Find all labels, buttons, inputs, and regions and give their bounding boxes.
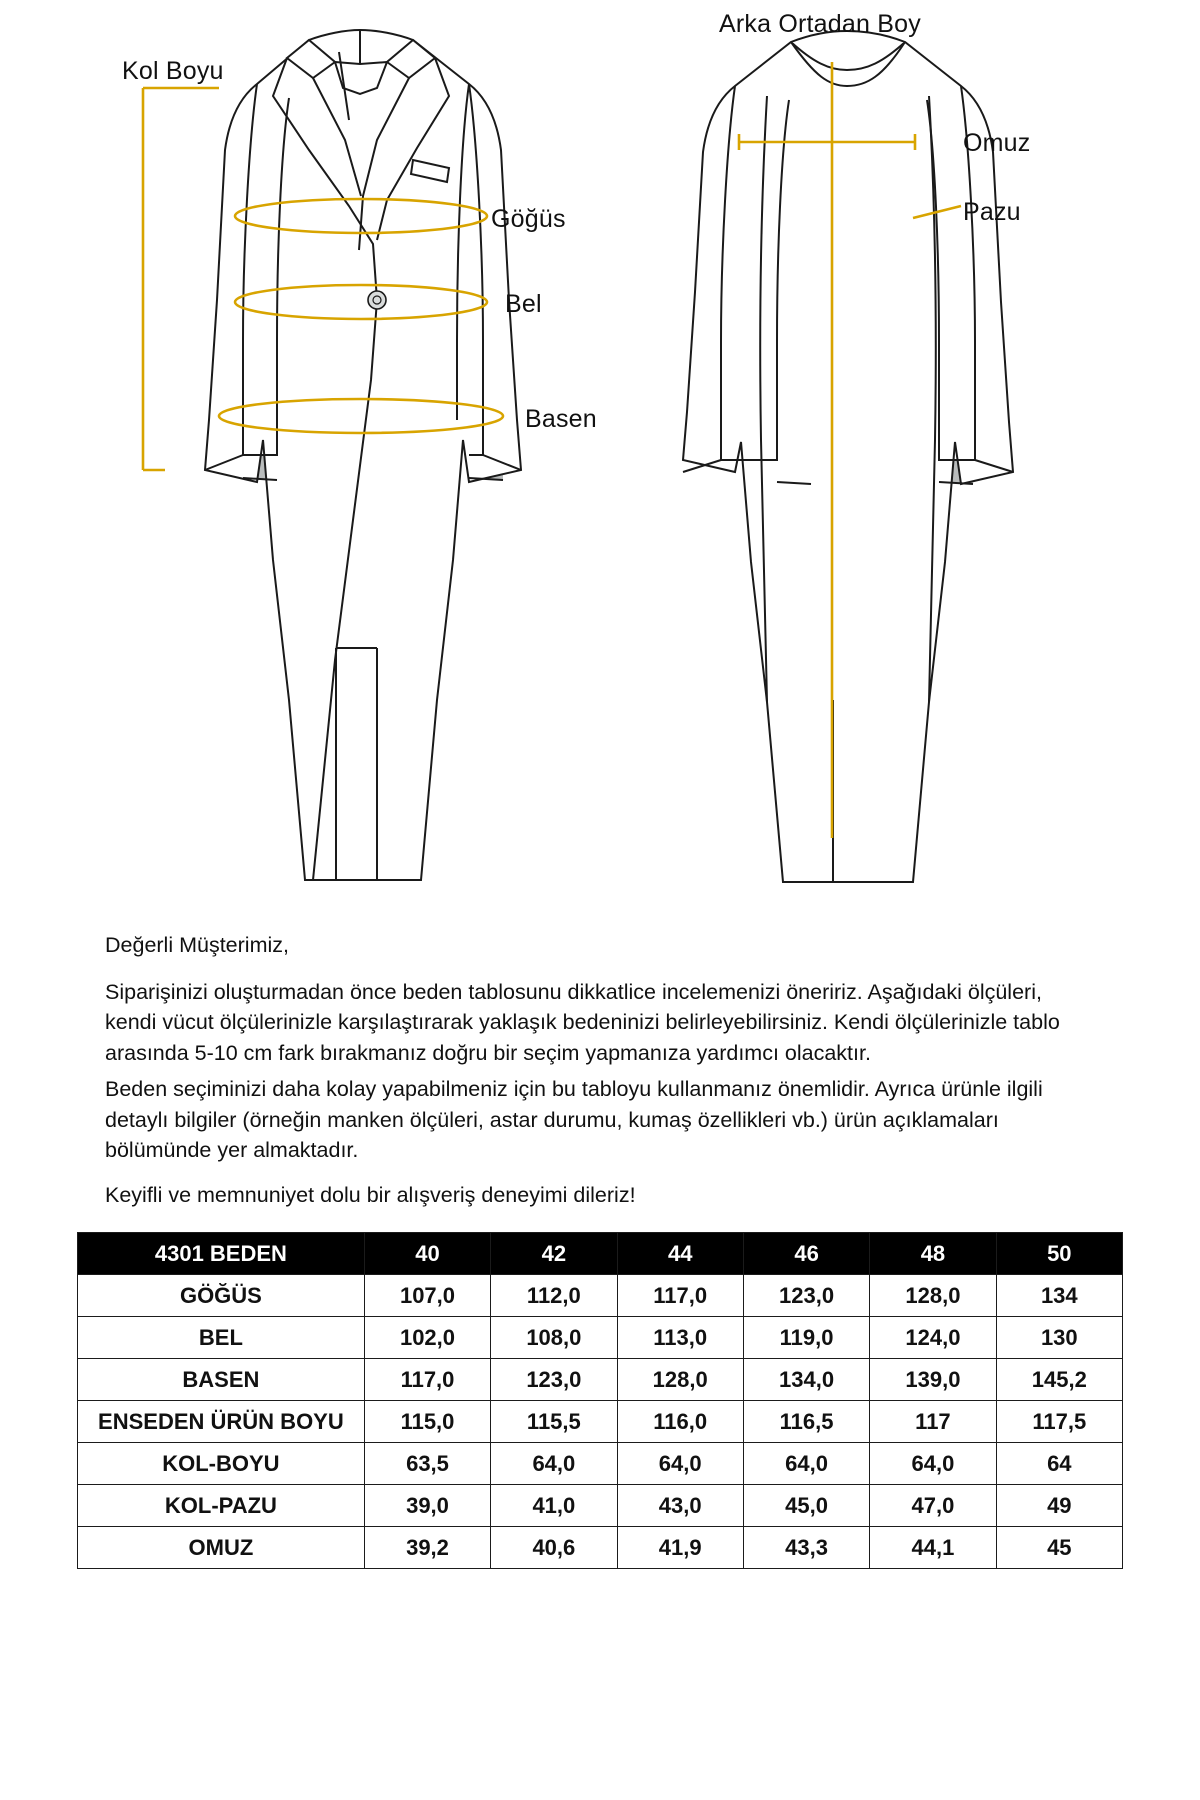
row-label: ENSEDEN ÜRÜN BOYU [78,1401,365,1443]
salutation: Değerli Müşterimiz, [105,933,289,957]
paragraph-2: Beden seçiminizi daha kolay yapabilmeniz için bu tabloyu kullanmanız önemlidir. Ayrıca ürünle ilgili detaylı bilgiler (örneğin manken ölçüleri, astar durumu, kumaş özellikleri vb.) ürün açıklamaları bölümünde yer almaktadır. [105,1077,1043,1163]
label-pazu: Pazu [963,198,1021,226]
row-value: 44,1 [870,1527,996,1569]
header-cell-1: 40 [364,1233,490,1275]
row-value: 41,9 [617,1527,743,1569]
row-value: 113,0 [617,1317,743,1359]
label-omuz: Omuz [963,129,1031,157]
row-value: 128,0 [617,1359,743,1401]
table-row [78,1401,1123,1443]
label-gogus: Göğüs [491,205,566,233]
row-value: 41,0 [491,1485,617,1527]
row-value: 112,0 [491,1275,617,1317]
header-cell-6: 50 [996,1233,1122,1275]
table-row [78,1359,1123,1401]
info-text-block [77,930,1123,1210]
header-cell-4: 46 [743,1233,869,1275]
row-value: 119,0 [743,1317,869,1359]
row-value: 139,0 [870,1359,996,1401]
row-value: 45,0 [743,1485,869,1527]
header-cell-3: 44 [617,1233,743,1275]
row-value: 117 [870,1401,996,1443]
label-basen: Basen [525,405,597,433]
row-value: 128,0 [870,1275,996,1317]
row-value: 117,5 [996,1401,1122,1443]
back-view [683,31,1013,882]
row-value: 45 [996,1527,1122,1569]
kol-boyu-guide [143,88,219,470]
front-button [368,291,386,309]
row-label: OMUZ [78,1527,365,1569]
row-value: 39,2 [364,1527,490,1569]
row-value: 124,0 [870,1317,996,1359]
row-label: BEL [78,1317,365,1359]
row-value: 43,3 [743,1527,869,1569]
row-value: 134 [996,1275,1122,1317]
garment-illustration [77,0,1123,930]
row-label: KOL-PAZU [78,1485,365,1527]
row-value: 64,0 [743,1443,869,1485]
row-value: 116,0 [617,1401,743,1443]
size-table [77,1232,1123,1569]
row-label: BASEN [78,1359,365,1401]
table-row [78,1485,1123,1527]
row-value: 108,0 [491,1317,617,1359]
header-cell-2: 42 [491,1233,617,1275]
row-value: 107,0 [364,1275,490,1317]
row-value: 115,0 [364,1401,490,1443]
row-value: 117,0 [364,1359,490,1401]
row-value: 39,0 [364,1485,490,1527]
row-value: 64 [996,1443,1122,1485]
row-value: 47,0 [870,1485,996,1527]
size-table-wrapper [77,1232,1123,1569]
row-value: 130 [996,1317,1122,1359]
row-value: 102,0 [364,1317,490,1359]
table-row [78,1443,1123,1485]
label-kol-boyu: Kol Boyu [122,57,224,85]
table-header-row [78,1233,1123,1275]
row-value: 116,5 [743,1401,869,1443]
table-row [78,1275,1123,1317]
label-bel: Bel [505,290,542,318]
row-label: KOL-BOYU [78,1443,365,1485]
row-value: 123,0 [491,1359,617,1401]
row-value: 64,0 [491,1443,617,1485]
front-view [205,30,521,880]
table-row [78,1527,1123,1569]
size-guide-page [77,0,1123,1569]
paragraph-3: Keyifli ve memnuniyet dolu bir alışveriş deneyimi dileriz! [105,1182,636,1207]
row-value: 49 [996,1485,1122,1527]
paragraph-1: Siparişinizi oluşturmadan önce beden tablosunu dikkatlice incelemenizi öneririz. Aşağıdaki ölçüleri, kendi vücut ölçülerinizle karşılaştırarak yaklaşık bedeninizi belirleyebilirsiniz. Kendi ölçülerinizle tablo arasında 5-10 cm fark bırakmanız doğru bir seçim yapmanıza yardımcı olacaktır. [105,979,1060,1065]
row-value: 117,0 [617,1275,743,1317]
row-label: GÖĞÜS [78,1275,365,1317]
table-row [78,1317,1123,1359]
row-value: 123,0 [743,1275,869,1317]
row-value: 40,6 [491,1527,617,1569]
row-value: 64,0 [870,1443,996,1485]
row-value: 63,5 [364,1443,490,1485]
row-value: 64,0 [617,1443,743,1485]
row-value: 43,0 [617,1485,743,1527]
row-value: 134,0 [743,1359,869,1401]
row-value: 145,2 [996,1359,1122,1401]
label-arka-ortadan-boy: Arka Ortadan Boy [719,10,921,38]
row-value: 115,5 [491,1401,617,1443]
header-cell-0: 4301 BEDEN [78,1233,365,1275]
header-cell-5: 48 [870,1233,996,1275]
